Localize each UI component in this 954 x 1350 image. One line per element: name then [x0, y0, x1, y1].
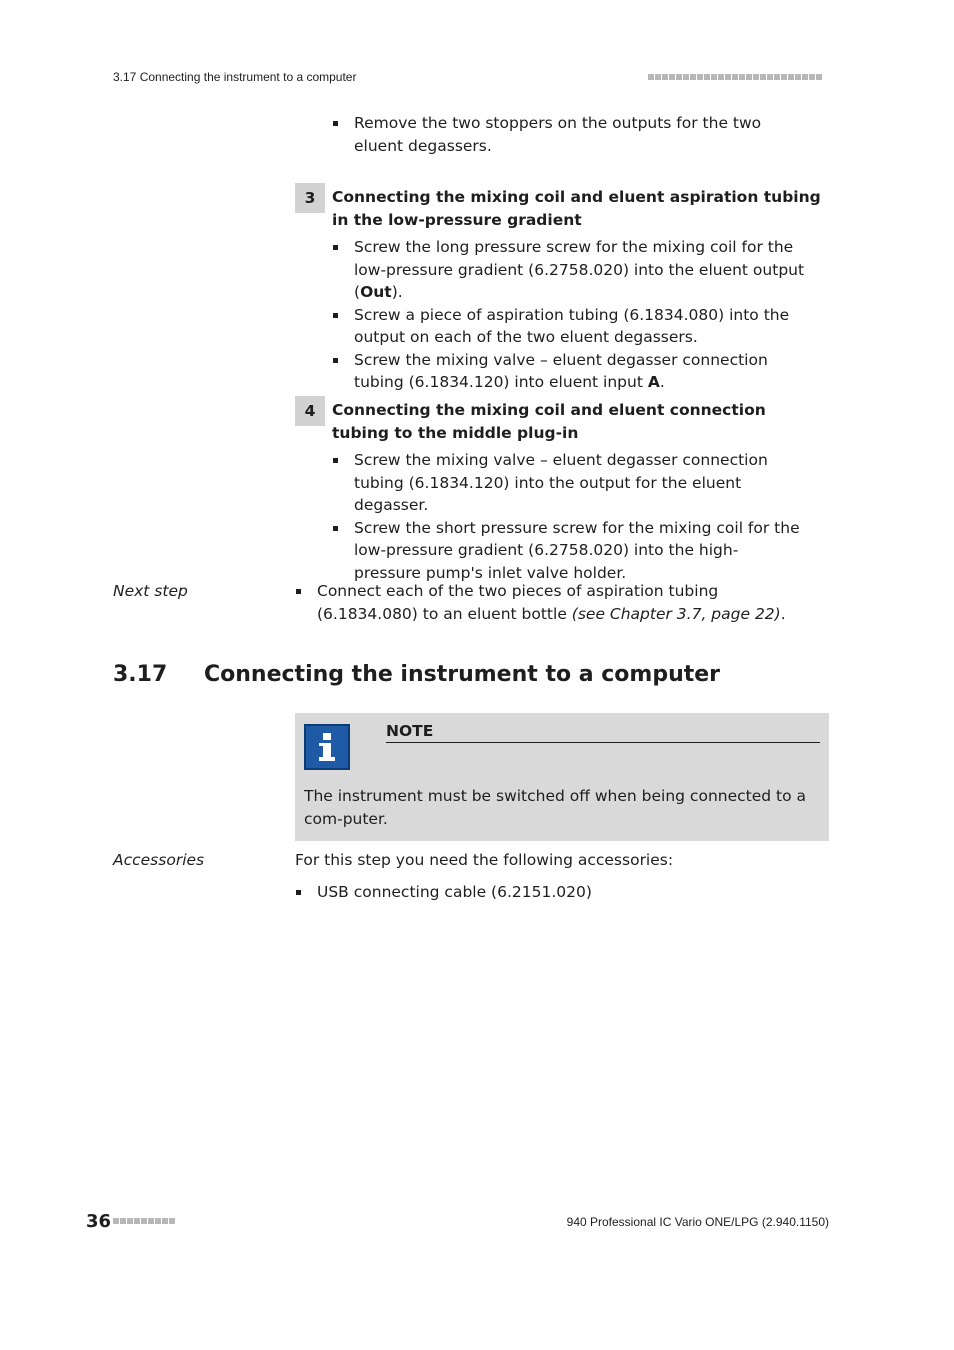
- note-text: The instrument must be switched off when being connected to a com-puter.: [304, 787, 807, 828]
- cross-reference[interactable]: (see Chapter 3.7, page 22): [571, 604, 781, 623]
- section-heading: [113, 662, 720, 687]
- step-title: Connecting the mixing coil and eluent connection tubing to the middle plug-in: [332, 401, 766, 442]
- footer-decoration: [113, 1218, 175, 1224]
- info-icon: [304, 724, 350, 770]
- list-item: Screw the short pressure screw for the mixing coil for the low-pressure gradient (6.2758.020) into the high-pressure pump's inlet valve holder.: [332, 517, 802, 585]
- document-title: 940 Professional IC Vario ONE/LPG (2.940.1150): [566, 1215, 829, 1229]
- next-step-label: Next step: [113, 582, 188, 600]
- list-item: Screw a piece of aspiration tubing (6.1834.080) into the output on each of the two eluent degassers.: [332, 304, 817, 349]
- list-item: Screw the mixing valve – eluent degasser connection tubing (6.1834.120) into eluent input A.: [332, 349, 817, 394]
- section-title: Connecting the instrument to a computer: [204, 662, 721, 687]
- step-bullet-list: [332, 236, 817, 394]
- step-title: Connecting the mixing coil and eluent aspiration tubing in the low-pressure gradient: [332, 188, 821, 229]
- note-heading: NOTE: [386, 722, 820, 743]
- step-bullet-list: [332, 449, 802, 584]
- header-decoration: [648, 74, 822, 80]
- step-number: 3: [295, 183, 325, 213]
- note-box: [295, 713, 829, 841]
- list-item: Remove the two stoppers on the outputs for the two eluent degassers.: [332, 112, 812, 157]
- step-number: 4: [295, 396, 325, 426]
- page-number: 36: [86, 1211, 112, 1232]
- accessories-list: [295, 881, 815, 904]
- list-item: USB connecting cable (6.2151.020): [295, 881, 815, 904]
- next-step-list: [295, 580, 815, 625]
- section-number: 3.17: [113, 662, 168, 687]
- accessories-label: Accessories: [113, 851, 205, 869]
- running-header: 3.17 Connecting the instrument to a computer: [113, 70, 357, 84]
- list-item: Screw the long pressure screw for the mixing coil for the low-pressure gradient (6.2758.020) into the eluent output (Out).: [332, 236, 817, 304]
- accessories-intro: For this step you need the following accessories:: [295, 851, 674, 869]
- intro-bullet-list: [332, 112, 812, 157]
- list-item: Screw the mixing valve – eluent degasser connection tubing (6.1834.120) into the output for the eluent degasser.: [332, 449, 802, 517]
- list-item: Connect each of the two pieces of aspiration tubing (6.1834.080) to an eluent bottle (see Chapter 3.7, page 22).: [295, 580, 815, 625]
